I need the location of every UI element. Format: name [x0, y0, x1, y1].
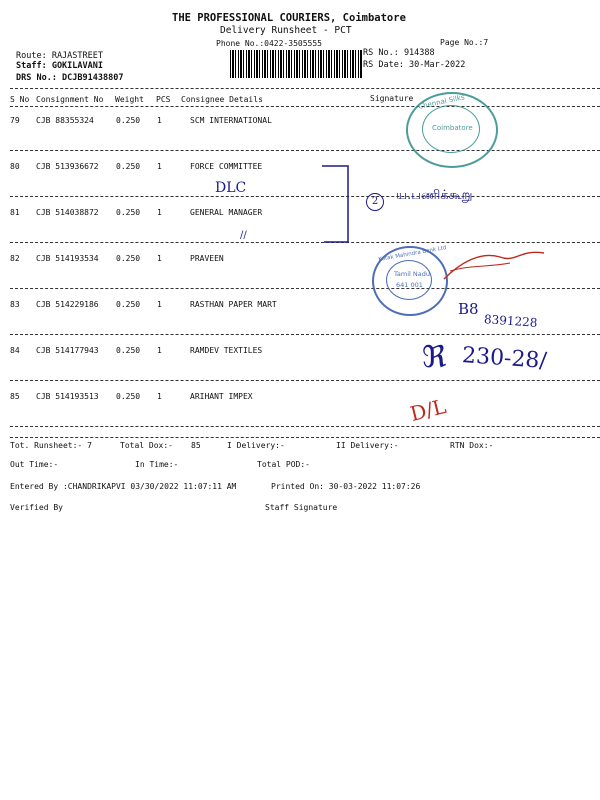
row-weight: 0.250: [116, 254, 141, 263]
row-consignment: CJB 513936672: [36, 162, 99, 171]
col-consignment: Consignment No: [36, 95, 104, 104]
row-sno: 80: [10, 162, 20, 171]
row-consignment: CJB 514193513: [36, 392, 99, 401]
handwritten-initial: ℜ: [422, 340, 447, 375]
row-consignment: CJB 514193534: [36, 254, 99, 263]
col-signature: Signature: [370, 94, 414, 103]
phone-number: Phone No.:0422-3505555: [216, 39, 322, 48]
row-divider: [10, 196, 600, 197]
row-sno: 85: [10, 392, 20, 401]
row-consignee: GENERAL MANAGER: [190, 208, 263, 217]
row-divider: [10, 334, 600, 335]
stamp2-pin: 641 001: [396, 281, 423, 289]
doc-title: Delivery Runsheet - PCT: [220, 25, 352, 36]
row-sno: 84: [10, 346, 20, 355]
row-sno: 81: [10, 208, 20, 217]
staff-signature: Staff Signature: [265, 503, 338, 512]
ii-delivery: II Delivery:-: [336, 441, 399, 450]
in-time: In Time:-: [135, 460, 179, 469]
row-weight: 0.250: [116, 392, 141, 401]
footer-rule: [10, 437, 600, 438]
row-divider: [10, 380, 600, 381]
rs-date: RS Date: 30-Mar-2022: [363, 60, 466, 70]
row-sno: 79: [10, 116, 20, 125]
col-weight: Weight: [115, 95, 144, 104]
stamp1-text: Chennai Silks: [417, 93, 466, 111]
row-pcs: 1: [157, 346, 162, 355]
circle-number-text: 2: [371, 196, 379, 207]
tot-runsheet: Tot. Runsheet:- 7: [10, 441, 92, 450]
total-pod: Total POD:-: [257, 460, 310, 469]
row-consignment: CJB 514229186: [36, 300, 99, 309]
header-rule-bottom: [10, 106, 600, 107]
row-consignment: CJB 514177943: [36, 346, 99, 355]
row-pcs: 1: [157, 162, 162, 171]
row-weight: 0.250: [116, 300, 141, 309]
i-delivery: I Delivery:-: [227, 441, 285, 450]
row-weight: 0.250: [116, 116, 141, 125]
row-pcs: 1: [157, 116, 162, 125]
handwritten-dl: D/L: [407, 393, 449, 427]
total-dox: Total Dox:-: [120, 441, 173, 450]
row-divider: [10, 426, 600, 427]
stamp2-text: Kotak Mahindra Bank Ltd: [378, 245, 447, 263]
row-consignee: RASTHAN PAPER MART: [190, 300, 277, 309]
row-pcs: 1: [157, 254, 162, 263]
col-sno: S No: [10, 95, 30, 104]
handwritten-number-2: 230-28/: [461, 343, 548, 374]
row-sno: 83: [10, 300, 20, 309]
row-consignee: PRAVEEN: [190, 254, 224, 263]
total-dox-value: 85: [191, 441, 201, 450]
handwritten-b8: B8: [458, 300, 479, 318]
row-consignee: RAMDEV TEXTILES: [190, 346, 263, 355]
stamp1-city: Coimbatore: [432, 124, 473, 132]
company-name: THE PROFESSIONAL COURIERS, Coimbatore: [172, 12, 406, 24]
row-consignee: FORCE COMMITTEE: [190, 162, 263, 171]
rs-number: RS No.: 914388: [363, 48, 435, 58]
row-pcs: 1: [157, 392, 162, 401]
handwritten-circle-number: [366, 193, 384, 211]
stamp2-state: Tamil Nadu: [394, 270, 430, 278]
row-sno: 82: [10, 254, 20, 263]
out-time: Out Time:-: [10, 460, 59, 469]
row-weight: 0.250: [116, 208, 141, 217]
staff-label: Staff: GOKILAVANI: [16, 61, 103, 71]
handwritten-number-1: 8391228: [483, 312, 538, 330]
row-consignment: CJB 88355324: [36, 116, 94, 125]
row-weight: 0.250: [116, 346, 141, 355]
row-divider: [10, 242, 600, 243]
handwritten-tick: //: [240, 230, 247, 241]
drs-number: DRS No.: DCJB91438807: [16, 73, 124, 83]
row-weight: 0.250: [116, 162, 141, 171]
header-rule-top: [10, 88, 600, 89]
col-pcs: PCS: [156, 95, 171, 104]
printed-on: Printed On: 30-03-2022 11:07:26: [271, 482, 421, 491]
handwritten-dlc: DLC: [215, 180, 247, 196]
bank-stamp: [372, 246, 448, 316]
rtn-dox: RTN Dox:-: [450, 441, 494, 450]
barcode: [230, 50, 362, 78]
red-signature-scribble: [440, 245, 550, 285]
row-pcs: 1: [157, 300, 162, 309]
route-label: Route: RAJASTREET: [16, 51, 103, 61]
row-consignee: ARIHANT IMPEX: [190, 392, 253, 401]
col-consignee: Consignee Details: [181, 95, 263, 104]
entered-by: Entered By :CHANDRIKAPVI 03/30/2022 11:07:11 AM: [10, 482, 237, 491]
row-divider: [10, 150, 600, 151]
row-consignment: CJB 514038872: [36, 208, 99, 217]
row-consignee: SCM INTERNATIONAL: [190, 116, 272, 125]
verified-by: Verified By: [10, 503, 63, 512]
handwritten-bracket: [318, 160, 354, 250]
handwritten-tamil-signature: ய.பணிக்கூறு: [396, 188, 473, 203]
row-pcs: 1: [157, 208, 162, 217]
row-divider: [10, 288, 600, 289]
company-stamp: [406, 92, 498, 168]
page-number: Page No.:7: [440, 38, 489, 47]
